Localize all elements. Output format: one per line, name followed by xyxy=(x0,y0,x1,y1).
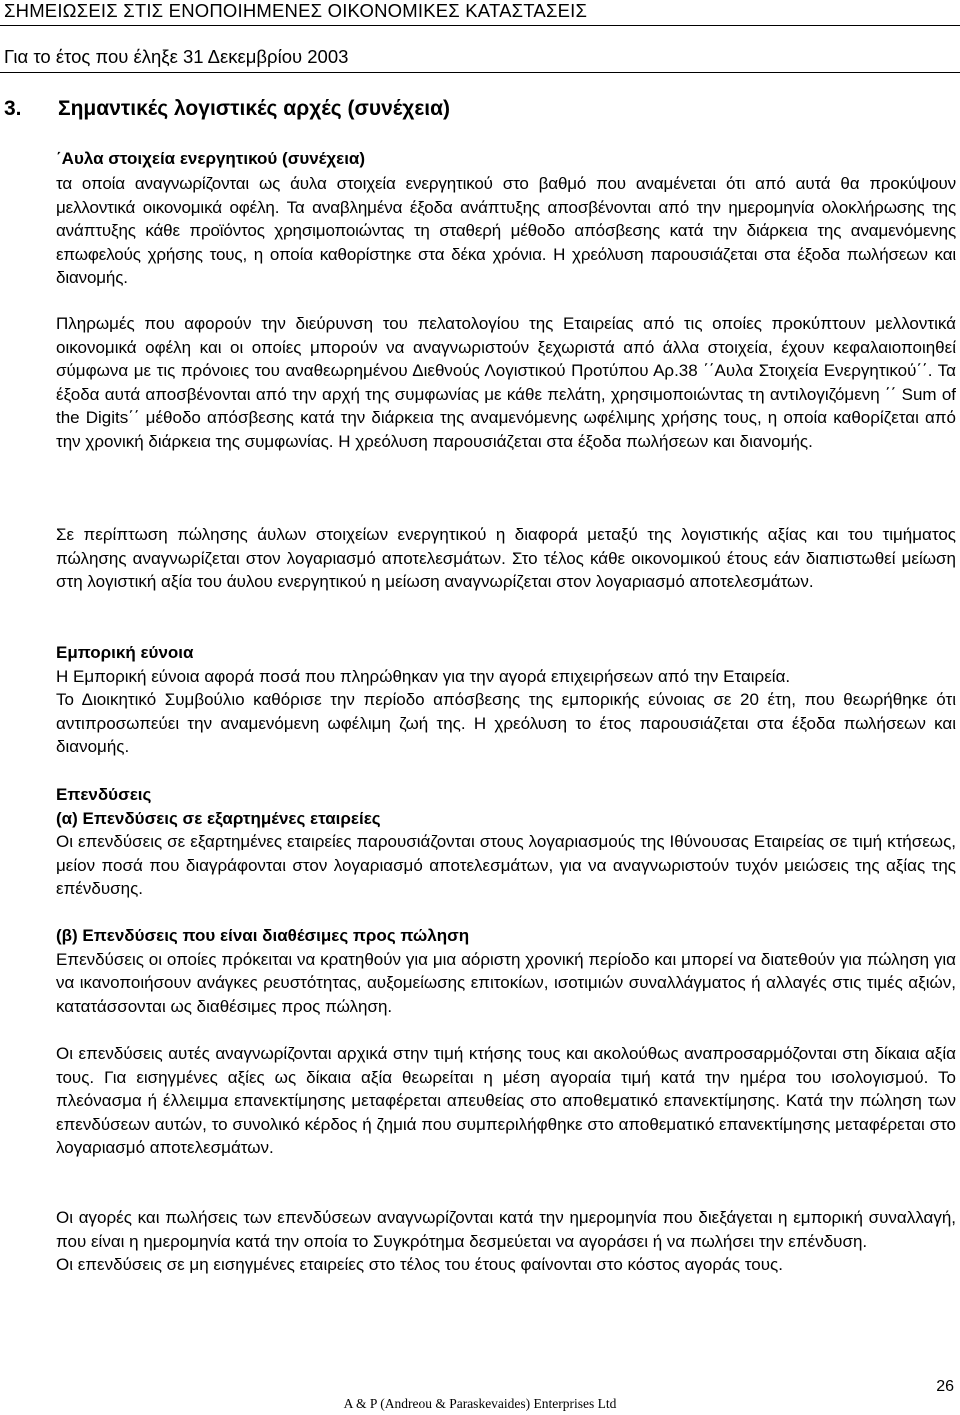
intangibles-paragraph-3-block xyxy=(56,523,956,594)
goodwill-paragraph-2: Το Διοικητικό Συμβούλιο καθόρισε την περίοδο απόσβεσης της εμπορικής εύνοιας σε 20 έτη, που θεωρήθηκε ότι αντιπροσωπεύει την αναμενόμενη ωφέλιμη ζωή της. Η χρεόλυση το έτος παρουσιάζεται στα έξοδα πωλήσεων και διανομής. xyxy=(56,690,956,757)
intangibles-paragraph-3: Σε περίπτωση πώλησης άυλων στοιχείων ενεργητικού η διαφορά μεταξύ της λογιστικής αξίας και του τιμήματος πώλησης αναγνωρίζεται στον λογαριασμό αποτελεσμάτων. Στο τέλος κάθε οικονομικού έτους εάν διαπιστωθεί μείωση στη λογιστική αξία του άυλου ενεργητικού η μείωση αναγνωρίζεται στον λογαριασμό αποτελεσμάτων. xyxy=(56,525,956,592)
intangibles-paragraph-2-block xyxy=(56,312,956,454)
intangibles-paragraph-1-block xyxy=(56,172,956,290)
goodwill-block xyxy=(56,641,956,759)
investments-a-heading: (α) Επενδύσεις σε εξαρτημένες εταιρείες xyxy=(56,808,381,828)
goodwill-paragraph-1: Η Εμπορική εύνοια αφορά ποσά που πληρώθηκαν για την αγορά επιχειρήσεων από την Εταιρεία. xyxy=(56,666,791,686)
investments-b-paragraph-2-block xyxy=(56,1042,956,1160)
section-title-text: Σημαντικές λογιστικές αρχές (συνέχεια) xyxy=(58,97,451,120)
investments-b-block xyxy=(56,924,956,1018)
header-divider-bottom xyxy=(0,72,960,73)
page-number: 26 xyxy=(936,1378,954,1395)
investments-a-paragraph: Οι επενδύσεις σε εξαρτημένες εταιρείες παρουσιάζονται στους λογαριασμούς της Ιθύνουσας Εταιρείας σε τιμή κτήσεως, μείον ποσά που διαγράφονται στον λογαριασμό αποτελεσμάτων, για να αναγνωριστούν τυχόν μειώσεις της αξίας της επένδυσης. xyxy=(56,832,956,899)
intangibles-heading: ΄Αυλα στοιχεία ενεργητικού (συνέχεια) xyxy=(56,149,366,168)
investments-b-paragraph-2: Οι επενδύσεις αυτές αναγνωρίζονται αρχικά στην τιμή κτήσης τους και ακολούθως αναπροσαρμόζονται στη δίκαια αξία τους. Για εισηγμένες αξίες ως δίκαια αξία θεωρείται η μέση αγοραία τιμή κατά την ημέρα του ισολογισμού. Το πλεόνασμα ή έλλειμμα επανεκτίμησης μεταφέρεται απευθείας στο αποθεματικό επανεκτίμησης. Κατά την πώληση των επενδύσεων αυτών, το συνολικό κέρδος ή ζημιά που συμπεριλήφθηκε στο αποθεματικό επανεκτίμησης μεταφέρεται στο λογαριασμό αποτελεσμάτων. xyxy=(56,1044,956,1158)
section-number: 3. xyxy=(4,97,22,120)
intangibles-paragraph-1: τα οποία αναγνωρίζονται ως άυλα στοιχεία ενεργητικού στο βαθμό που αναμένεται ότι από αυτά θα προκύψουν μελλοντικά οικονομικά οφέλη. Τα αναβλημένα έξοδα ανάπτυξης αποσβένονται από την ημερομηνία ολοκλήρωσης της ανάπτυξης κάθε προϊόντος χρησιμοποιώντας τη σταθερή μέθοδο απόσβεσης κατά την διάρκεια της αναμενόμενης επωφελούς χρήσης τους, η οποία καθορίστηκε στα δέκα χρόνια. Η χρεόλυση παρουσιάζεται στα έξοδα πωλήσεων και διανομής. xyxy=(56,174,956,288)
investments-block xyxy=(56,783,956,901)
investments-b-paragraph-3: Οι αγορές και πωλήσεις των επενδύσεων αναγνωρίζονται κατά την ημερομηνία που διεξάγεται η εμπορική συναλλαγή, που είναι η ημερομηνία κατά την οποία το Συγκρότημα δεσμεύεται να αγοράσει ή να πωλήσει την επένδυση. xyxy=(56,1208,956,1251)
investments-b-paragraph-3-block xyxy=(56,1206,956,1277)
investments-heading: Επενδύσεις xyxy=(56,785,152,804)
intangibles-paragraph-2: Πληρωμές που αφορούν την διεύρυνση του πελατολογίου της Εταιρείας από τις οποίες προκύπτουν μελλοντικά οικονομικά οφέλη και οι οποίες μπορούν να αναγνωριστούν ξεχωριστά από άλλα στοιχεία, έχουν κεφαλαιοποιηθεί σύμφωνα με τις πρόνοιες του αναθεωρημένου Διεθνούς Λογιστικού Προτύπου Αρ.38 ΄΄Αυλα Στοιχεία Ενεργητικού΄΄. Τα έξοδα αυτά αποσβένονται από την αρχή της συμφωνίας με κάθε πελάτη, χρησιμοποιώντας τη αντιλογιζόμενη ΄΄ Sum of the Digits΄΄ μέθοδο απόσβεσης κατά την διάρκεια της αναμενόμενης ωφέλιμης χρήσης τους, η οποία καθορίζεται από την χρονική διάρκεια της συμφωνίας. Η χρεόλυση παρουσιάζεται στα έξοδα πωλήσεων και διανομής. xyxy=(56,314,956,451)
document-header-subtitle: Για το έτος που έληξε 31 Δεκεμβρίου 2003 xyxy=(4,46,349,67)
goodwill-heading: Εμπορική εύνοια xyxy=(56,643,194,662)
document-header-title: ΣΗΜΕΙΩΣΕΙΣ ΣΤΙΣ ΕΝΟΠΟΙΗΜΕΝΕΣ ΟΙΚΟΝΟΜΙΚΕΣ ΚΑΤΑΣΤΑΣΕΙΣ xyxy=(4,0,588,21)
investments-b-heading: (β) Επενδύσεις που είναι διαθέσιμες προς πώληση xyxy=(56,926,470,945)
header-divider-top xyxy=(0,25,960,26)
footer-company-name: A & P (Andreou & Paraskevaides) Enterprises Ltd xyxy=(343,1396,617,1411)
section-title xyxy=(4,97,450,121)
investments-b-paragraph-1: Επενδύσεις οι οποίες πρόκειται να κρατηθούν για μια αόριστη χρονική περίοδο και μπορεί να διατεθούν για πώληση για να ικανοποιήσουν ανάγκες ρευστότητας, αυξομείωσης επιτοκίων, ισοτιμιών συναλλάγματος ή αλλαγές στις τιμές αξιών, κατατάσσονται ως διαθέσιμες προς πώληση. xyxy=(56,949,956,1016)
investments-b-paragraph-4: Οι επενδύσεις σε μη εισηγμένες εταιρείες στο τέλος του έτους φαίνονται στο κόστος αγοράς τους. xyxy=(56,1255,783,1275)
